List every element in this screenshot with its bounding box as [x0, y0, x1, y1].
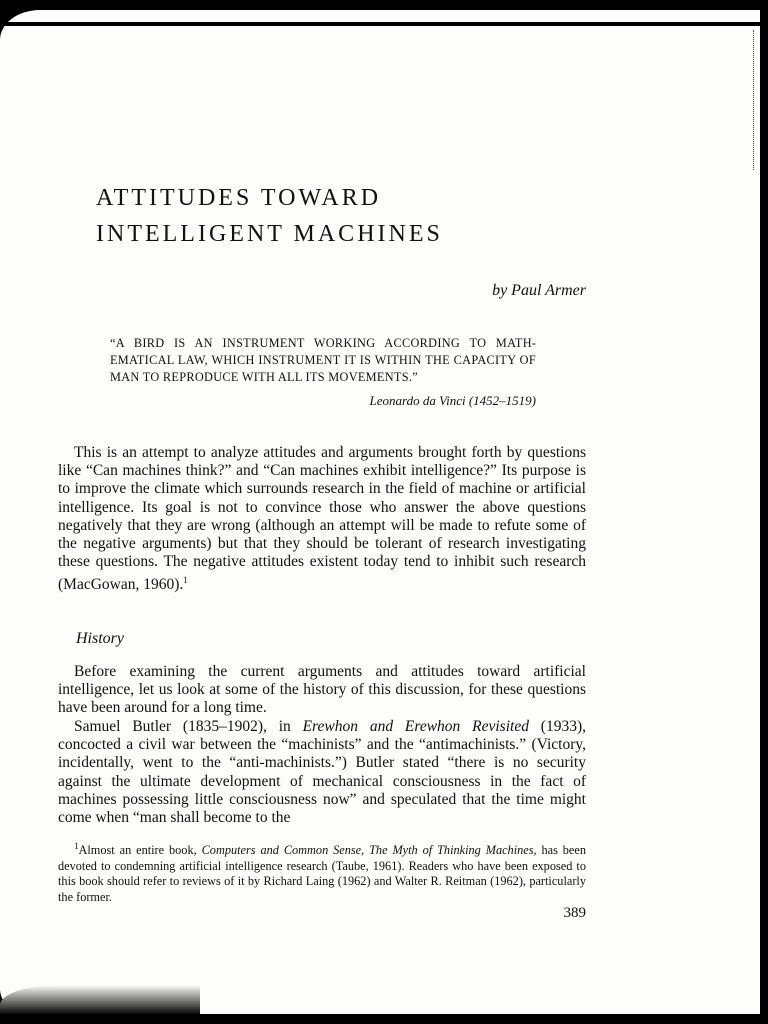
book-title-erewhon: Erewhon and Erewhon Revisited	[302, 718, 529, 735]
paragraph-intro-text: This is an attempt to analyze attitudes and arguments brought forth by questions like “Can machines think?” and “Can machines exhibit intelligence?” Its purpose is to improve the climate which surrounds research in the field of machine or artificial intelligence. Its goal is not to convince those who answer the above questions negatively that they are wrong (although an attempt will be made to refute some of the negative arguments) but that they should be tolerant of research investigating these questions. The negative attitudes existent today tend to inhibit such research (MacGowan, 1960).	[58, 444, 586, 594]
footnote-text-rest: has been devoted to condemning artificial intelligence research (Taube, 1961). Readers who have been exposed to this book should refer to reviews of it by Richard Laing (1962) and Walter R. Reitman (1962), particularly the former.	[58, 843, 587, 904]
article-title	[96, 180, 443, 252]
paragraph-intro	[58, 444, 586, 595]
footnote	[58, 839, 586, 905]
epigraph-quote: “A BIRD IS AN INSTRUMENT WORKING ACCORDING TO MATHEMATICAL LAW, WHICH INSTRUMENT IT IS WITHIN THE CAPACITY OF MAN TO REPRODUCE WITH ALL ITS MOVEMENTS.”	[110, 336, 536, 384]
paragraph-butler	[58, 718, 586, 827]
scanned-page	[0, 10, 760, 1014]
section-heading-history: History	[76, 630, 124, 647]
scan-bottom-shadow	[0, 985, 200, 1015]
scan-edge-marks	[751, 30, 754, 170]
footnote-book-title: Computers and Common Sense, The Myth of Thinking Machines,	[201, 843, 537, 858]
paragraph-butler-rest: (1933), concocted a civil war between the “machinists” and the “antimachinists.” (Victory, incidentally, went to the “anti-machinists.”) Butler stated “there is no security against the ultimate development of mechanical consciousness in the fact of machines possessing little consciousness now” and speculated that the time might come when “man shall become to the	[58, 718, 586, 827]
epigraph-attribution: Leonardo da Vinci (1452–1519)	[369, 393, 536, 408]
footnote-text-start: Almost an entire book,	[78, 843, 202, 858]
page-number: 389	[563, 905, 586, 921]
scan-edge-line	[0, 22, 768, 26]
paragraph-history: Before examining the current arguments and attitudes toward artificial intelligence, let us look at some of the history of this discussion, for these questions have been around for a long time.	[58, 663, 586, 717]
title-line-2: INTELLIGENT MACHINES	[96, 221, 443, 247]
title-line-1: ATTITUDES TOWARD	[96, 185, 382, 211]
footnote-reference: 1	[183, 575, 188, 586]
byline: by Paul Armer	[492, 282, 586, 299]
footnote-marker: 1	[74, 841, 79, 851]
paragraph-butler-start: Samuel Butler (1835–1902), in	[74, 718, 303, 735]
